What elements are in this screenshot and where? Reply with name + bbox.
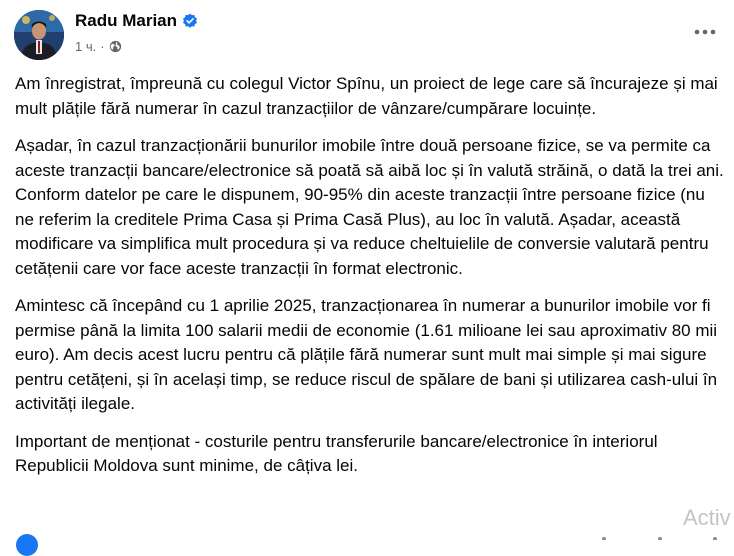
meta-separator: · bbox=[100, 39, 105, 54]
like-reaction-icon bbox=[16, 534, 38, 556]
verified-badge-icon bbox=[182, 13, 198, 29]
post-paragraph: Important de menționat - costurile pentru transferurile bancare/electronice în interiorul Republicii Moldova sunt minime, de câțiva lei. bbox=[15, 431, 658, 475]
author-avatar[interactable] bbox=[14, 10, 64, 60]
post-paragraph: Așadar, în cazul tranzacționării bunurilor imobile între două persoane fizice, se va permite ca aceste tranzacții bancare/electronice să poată să aibă loc și în valută străină, o dată la trei ani. Conform datelor pe care le dispunem, 90-95% din aceste tranzacții între persoane fizice (nu ne referim la creditele Prima Casa și Prima Casă Plus), au loc în valută. Așadar, această modificare va simplifica mult procedura și va reduce cheltuielile de conversie valutară pentru cetățenii care vor face aceste tranzacții în format electronic. bbox=[15, 136, 724, 278]
post-body bbox=[15, 72, 725, 492]
author-name[interactable]: Radu Marian bbox=[75, 11, 178, 30]
more-options-button[interactable] bbox=[690, 20, 720, 44]
activation-watermark: Activ bbox=[683, 505, 731, 530]
post-header bbox=[14, 10, 724, 62]
avatar-photo bbox=[14, 10, 64, 60]
author-name-row bbox=[75, 11, 198, 31]
post-paragraph: Am înregistrat, împreună cu colegul Victor Spînu, un proiect de lege care să încurajeze și mai mult plățile fără numerar în cazul tranzacțiilor de vânzare/cumpărare locuințe. bbox=[15, 74, 718, 118]
globe-icon[interactable] bbox=[109, 40, 122, 53]
post-timestamp[interactable]: 1 ч. bbox=[75, 39, 97, 54]
post-paragraph: Amintesc că începând cu 1 aprilie 2025, tranzacționarea în numerar a bunurilor imobile vor fi permise până la limita 100 salarii medii de economie (1.61 milioane lei sau aproximativ 80 mii euro). Am decis acest lucru pentru că plățile fără numerar sunt mult mai simple și mai sigure pentru cetățeni, și în același timp, se reduce riscul de spălare de bani și utilizarea cash-ului în activități ilegale. bbox=[15, 296, 718, 413]
cropped-row-marks bbox=[595, 532, 734, 540]
post-meta bbox=[75, 39, 122, 54]
more-options-icon bbox=[694, 29, 716, 35]
